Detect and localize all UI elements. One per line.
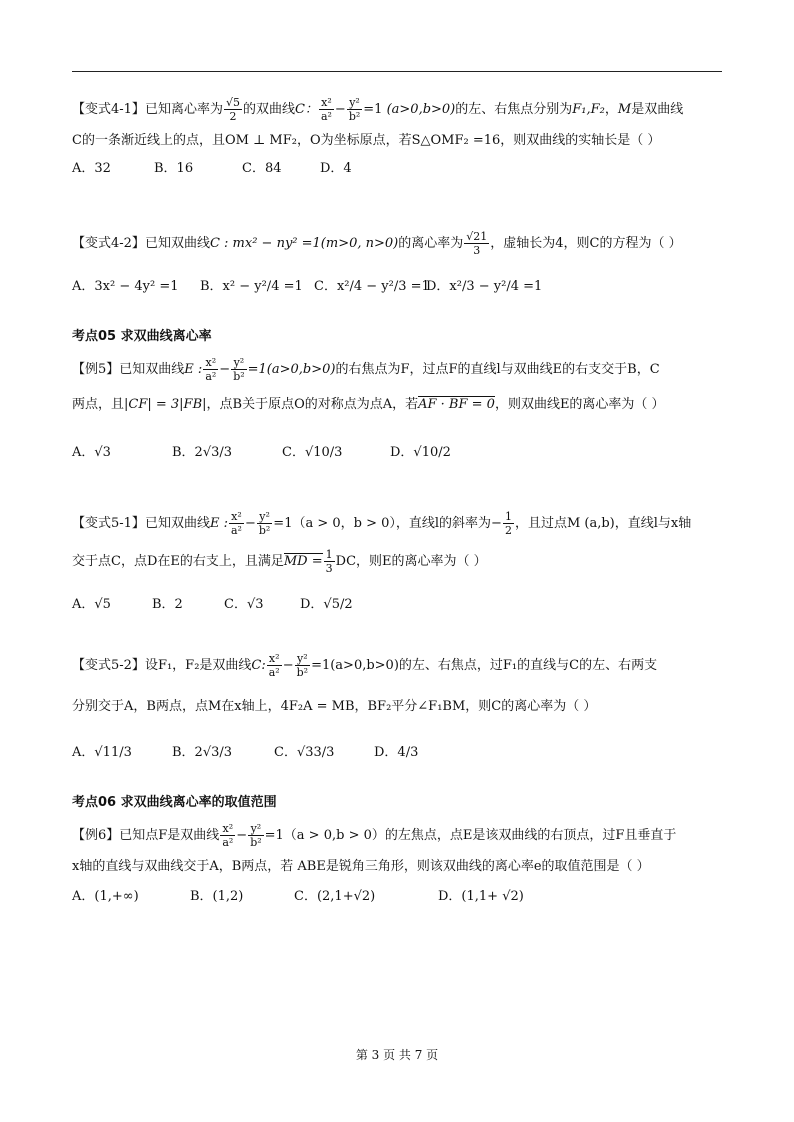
text: 的离心率为: [398, 236, 464, 251]
text: 已知双曲线: [144, 516, 210, 531]
text: =1（a > 0，b > 0），直线l的斜率为−: [273, 516, 502, 531]
problem-4-1-line-2: C的一条渐近线上的点，且OM ⊥ MF₂，O为坐标原点，若S△OMF₂ =16，则双曲线的实轴长是（ ）: [72, 133, 661, 148]
text: 已知双曲线: [119, 362, 185, 377]
numerator: 1: [325, 548, 333, 561]
text: 的右焦点为F，过点F的直线l与双曲线E的右支交于B，C: [335, 362, 660, 377]
math: C:: [251, 658, 266, 673]
text: ，点B关于原点O的对称点为点A，若: [206, 397, 419, 412]
denominator: b²: [250, 836, 262, 849]
text: ，虚轴长为4，则C的方程为（ ）: [490, 236, 682, 251]
example-6-options: [72, 884, 524, 910]
denominator: a²: [320, 110, 332, 123]
denominator: 3: [473, 244, 481, 257]
option-c[interactable]: C．√33/3: [274, 745, 335, 760]
text: 已知双曲线: [144, 236, 210, 251]
text: 已知点F是双曲线: [119, 828, 220, 843]
numerator: √21: [466, 230, 488, 243]
text: 设F₁，F₂是双曲线: [144, 658, 252, 673]
text: ，: [604, 102, 618, 117]
denominator: a²: [230, 524, 242, 537]
math: =1: [363, 102, 383, 117]
option-a[interactable]: A．(1,+∞): [72, 889, 139, 904]
option-a[interactable]: A．√3: [72, 445, 111, 460]
problem-4-1-options: [72, 156, 352, 182]
math: C：: [294, 102, 318, 117]
x-fraction: [229, 510, 244, 537]
math: MD =: [283, 554, 323, 569]
option-b[interactable]: B．x² − y²/4 =1: [200, 279, 303, 294]
option-d[interactable]: D．4/3: [374, 745, 419, 760]
x-fraction: [267, 652, 282, 679]
option-c[interactable]: C．√10/3: [282, 445, 343, 460]
ratio-fraction: [324, 548, 335, 575]
option-a[interactable]: A．3x² − 4y² =1: [72, 279, 179, 294]
problem-label: 【变式5-1】: [72, 516, 145, 531]
problem-4-1-line-1: 【变式4-1】已知离心率为 $\frac{√5}{2}$ 的双曲线C： $\frac{\text{x²}}{\text{a²}}$ − $\frac{\text{y²}}{\text{b²}}$ =1 (a>0,b>0)的左、右焦点分别为F₁,F₂，M是双曲线: [72, 96, 684, 123]
option-c[interactable]: C．(2,1+√2): [294, 889, 376, 904]
problem-label: 【变式4-1】: [72, 102, 145, 117]
x-fraction: [319, 96, 334, 123]
problem-5-1-options: [72, 592, 353, 618]
text: 已知离心率为: [144, 102, 223, 117]
text: 两点，且: [72, 397, 125, 412]
option-d[interactable]: D．(1,1+ √2): [438, 889, 524, 904]
problem-label: 【例6】: [72, 828, 120, 843]
problem-label: 【例5】: [72, 362, 120, 377]
option-b[interactable]: B．16: [154, 161, 194, 176]
option-d[interactable]: D．4: [320, 161, 352, 176]
slope-fraction: [503, 510, 514, 537]
text: 交于点C，点D在E的右支上，且满足: [72, 554, 284, 569]
text: =1(a>0,b>0)的左、右焦点，过F₁的直线与C的左、右两支: [311, 658, 658, 673]
page-footer: 第 3 页 共 7 页: [355, 1048, 439, 1062]
numerator: x²: [203, 356, 218, 370]
option-b[interactable]: B．2√3/3: [172, 745, 233, 760]
problem-4-2-options: [72, 274, 542, 300]
x-fraction: [203, 356, 218, 383]
numerator: x²: [229, 510, 244, 524]
example-5-line-1: 【例5】已知双曲线E : $\frac{\text{x²}}{\text{a²}}$ − $\frac{\text{y²}}{\text{b²}}$ =1(a>0,b>0)的右焦点为F，过点F的直线l与双曲线E的右支交于B，C: [72, 356, 660, 383]
text: 的左、右焦点分别为: [455, 102, 573, 117]
math: (a>0,b>0): [386, 102, 456, 117]
header-rule: [72, 71, 722, 72]
option-c[interactable]: C．√3: [224, 597, 264, 612]
denominator: 2: [504, 524, 512, 537]
problem-5-2-options: [72, 740, 418, 766]
math: E :: [209, 516, 228, 531]
numerator: 1: [504, 510, 512, 523]
math: C : mx² − ny² =1(m>0, n>0): [209, 236, 399, 251]
option-d[interactable]: D．√10/2: [390, 445, 451, 460]
denominator: b²: [233, 370, 245, 383]
option-c[interactable]: C．84: [242, 161, 282, 176]
example-6-line-1: 【例6】已知点F是双曲线 $\frac{\text{x²}}{\text{a²}}$ − $\frac{\text{y²}}{\text{b²}}$ =1（a > 0,b > 0）的左焦点，点E是该双曲线的右顶点，过F且垂直于: [72, 822, 677, 849]
text: DC，则E的离心率为（ ）: [335, 554, 487, 569]
denominator: a²: [205, 370, 217, 383]
eccentricity-fraction: [464, 230, 489, 257]
problem-4-2-line-1: [72, 230, 682, 257]
section-heading: 考点06 求双曲线离心率的取值范围: [72, 795, 277, 810]
option-a[interactable]: A．32: [72, 161, 111, 176]
math: AF · BF = 0: [418, 397, 495, 412]
math: F₁,F₂: [572, 102, 605, 117]
option-b[interactable]: B．2: [152, 597, 183, 612]
math: =1(a>0,b>0): [247, 362, 336, 377]
math: E :: [184, 362, 203, 377]
numerator: y²: [347, 96, 362, 110]
denominator: b²: [348, 110, 361, 123]
x-fraction: [220, 822, 235, 849]
section-heading: 考点05 求双曲线离心率: [72, 329, 212, 344]
text: ，且过点M (a,b)，直线l与x轴: [514, 516, 692, 531]
text: 是双曲线: [631, 102, 684, 117]
numerator: x²: [220, 822, 235, 836]
numerator: x²: [319, 96, 334, 110]
math: |CF| = 3|FB|: [124, 397, 207, 412]
denominator: a²: [268, 666, 280, 679]
option-d[interactable]: D．x²/3 − y²/4 =1: [426, 279, 543, 294]
denominator: b²: [258, 524, 271, 537]
option-a[interactable]: A．√5: [72, 597, 111, 612]
denominator: 3: [325, 562, 333, 575]
problem-5-1-line-2: [72, 548, 487, 575]
numerator: y²: [231, 356, 246, 370]
numerator: y²: [295, 652, 310, 666]
problem-label: 【变式5-2】: [72, 658, 145, 673]
y-fraction: [248, 822, 263, 849]
option-d[interactable]: D．√5/2: [300, 597, 353, 612]
eccentricity-fraction: [224, 96, 242, 123]
numerator: x²: [267, 652, 282, 666]
numerator: y²: [257, 510, 272, 524]
y-fraction: [347, 96, 362, 123]
option-b[interactable]: B．(1,2): [190, 889, 244, 904]
text: ，则双曲线E的离心率为（ ）: [494, 397, 665, 412]
denominator: 2: [229, 110, 237, 123]
y-fraction: [231, 356, 246, 383]
text: 的双曲线: [242, 102, 295, 117]
option-c[interactable]: C．x²/4 − y²/3 =1: [314, 279, 430, 294]
problem-label: 【变式4-2】: [72, 236, 145, 251]
denominator: b²: [296, 666, 309, 679]
text: =1（a > 0,b > 0）的左焦点，点E是该双曲线的右顶点，过F且垂直于: [264, 828, 677, 843]
problem-5-2-line-2: 分别交于A，B两点，点M在x轴上，4F₂A = MB，BF₂平分∠F₁BM，则C的离心率为（ ）: [72, 699, 597, 714]
math: M: [617, 102, 632, 117]
denominator: a²: [222, 836, 234, 849]
example-5-line-2: [72, 394, 665, 416]
y-fraction: [257, 510, 272, 537]
option-a[interactable]: A．√11/3: [72, 745, 132, 760]
y-fraction: [295, 652, 310, 679]
example-6-line-2: x轴的直线与双曲线交于A，B两点，若 ABE是锐角三角形，则该双曲线的离心率e的取值范围是（ ）: [72, 859, 650, 874]
problem-5-1-line-1: 【变式5-1】已知双曲线E : $\frac{\text{x²}}{\text{a²}}$ − $\frac{\text{y²}}{\text{b²}}$ =1（a > 0，b > 0），直线l的斜率为− $\frac{1}{2}$ ，且过点M (a,b)，直线l与x轴: [72, 510, 692, 537]
problem-5-2-line-1: 【变式5-2】设F₁，F₂是双曲线C: $\frac{\text{x²}}{\text{a²}}$ − $\frac{\text{y²}}{\text{b²}}$ =1(a>0,b>0)的左、右焦点，过F₁的直线与C的左、右两支: [72, 652, 658, 679]
option-b[interactable]: B．2√3/3: [172, 445, 233, 460]
example-5-options: [72, 440, 451, 466]
numerator: √5: [225, 96, 240, 109]
numerator: y²: [248, 822, 263, 836]
